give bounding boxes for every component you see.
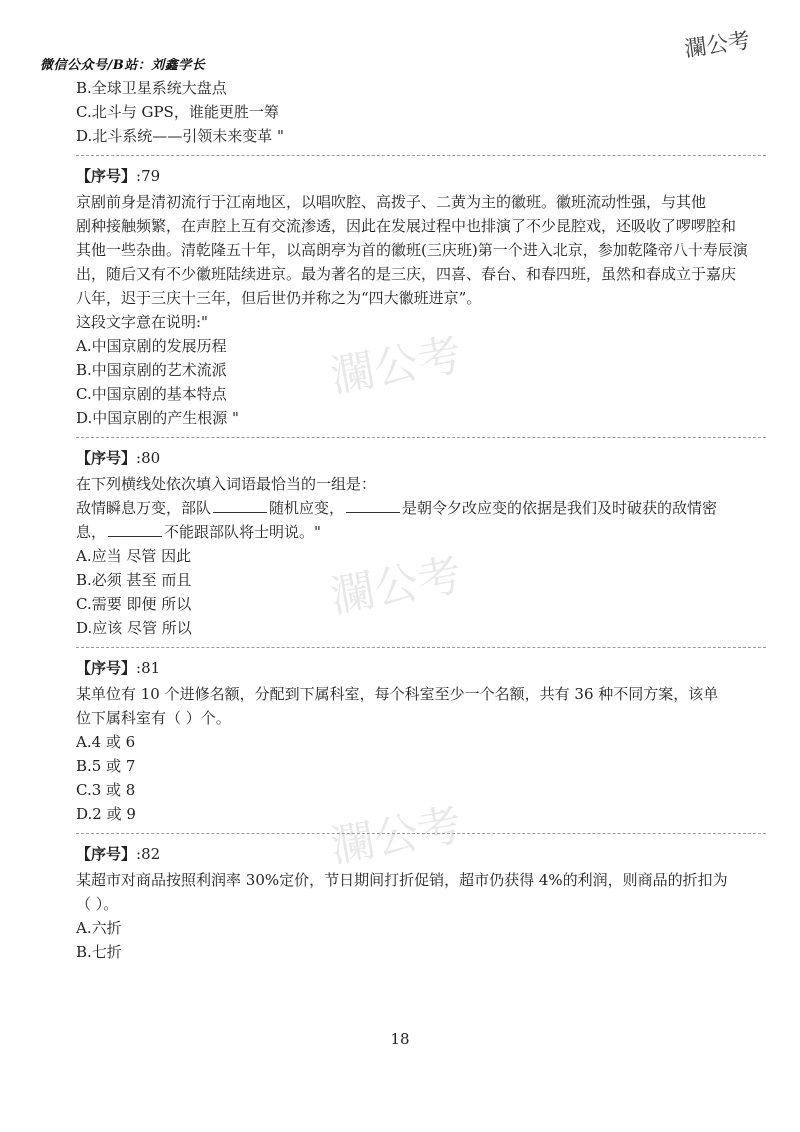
option: C.3 或 8 [76,781,136,799]
divider [76,833,766,834]
watermark-text-2: 瀾公考 [330,549,466,623]
question-stem [76,190,766,334]
option: C.北斗与 GPS，谁能更胜一筹 [76,103,279,121]
stem-part: 息， [76,523,107,541]
question-label: 【序号】 [76,167,137,185]
stem-line [76,520,766,544]
question-header [76,656,766,680]
divider [76,647,766,648]
option: C.中国京剧的基本特点 [76,385,227,403]
stem-line: 某单位有 10 个进修名额，分配到下属科室，每个科室至少一个名额，共有 36 种不同方案，该单 [76,685,719,703]
question-header [76,164,766,188]
question-label: 【序号】 [76,449,137,467]
option: B.中国京剧的艺术流派 [76,361,227,379]
watermark-text-3: 瀾公考 [330,799,466,873]
stem-line: （ ）。 [76,895,119,913]
fill-blank [346,512,400,513]
logo-text: 瀾公考 [682,28,752,63]
stem-line: 位下属科室有（ ）个。 [76,709,231,727]
question-number: :79 [136,167,161,185]
document-body [76,76,766,964]
stem-line: 出，随后又有不少徽班陆续进京。最为著名的是三庆，四喜、春台、和春四班，虽然和春成立于嘉庆 [76,265,737,283]
stem-line: 八年，迟于三庆十三年，但后世仍并称之为“四大徽班进京”。 [76,289,482,307]
option: A.中国京剧的发展历程 [76,337,227,355]
stem-line: 剧种接触频繁，在声腔上互有交流渗透，因此在发展过程中也排演了不少昆腔戏，还吸收了啰啰腔和 [76,217,737,235]
option: B.全球卫星系统大盘点 [76,79,227,97]
option: B.5 或 7 [76,757,136,775]
option: D.北斗系统——引领未来变革 " [76,127,284,145]
stem-part: 敌情瞬息万变，部队 [76,499,212,517]
stem-part: 不能跟部队将士明说。" [164,523,321,541]
option: D.中国京剧的产生根源 " [76,409,239,427]
stem-line: 某超市对商品按照利润率 30%定价，节日期间打折促销，超市仍获得 4%的利润，则商品的折扣为 [76,871,728,889]
option: A.4 或 6 [76,733,136,751]
fill-blank [108,536,162,537]
question-number: :82 [136,845,161,863]
question-header [76,842,766,866]
question-label: 【序号】 [76,845,137,863]
option: B.必须 甚至 而且 [76,571,192,589]
fill-blank [213,512,267,513]
stem-line: 其他一些杂曲。清乾隆五十年，以高朗亭为首的徽班(三庆班)第一个进入北京，参加乾隆帝八十寿辰演 [76,241,748,259]
option: C.需要 即便 所以 [76,595,192,613]
divider [76,437,766,438]
logo-seal [680,8,754,78]
divider [76,155,766,156]
stem-line: 京剧前身是清初流行于江南地区，以唱吹腔、高拨子、二黄为主的徽班。徽班流动性强，与其他 [76,193,707,211]
option: A.六折 [76,919,122,937]
stem-line: 这段文字意在说明:" [76,313,208,331]
stem-line: 在下列横线处依次填入词语最恰当的一组是： [76,475,377,493]
question-header [76,446,766,470]
question-number: :80 [136,449,161,467]
page-number: 18 [390,1030,410,1048]
question-number: :81 [136,659,161,677]
watermark-text-1: 瀾公考 [330,329,466,403]
option: A.应当 尽管 因此 [76,547,192,565]
option: B.七折 [76,943,122,961]
stem-part: 是朝令夕改应变的依据是我们及时破获的敌情密 [402,499,718,517]
option: D.2 或 9 [76,805,136,823]
option: D.应该 尽管 所以 [76,619,192,637]
stem-line [76,496,766,520]
question-label: 【序号】 [76,659,137,677]
page-header-source: 微信公众号/B站：刘鑫学长 [40,58,206,73]
stem-part: 随机应变， [269,499,345,517]
